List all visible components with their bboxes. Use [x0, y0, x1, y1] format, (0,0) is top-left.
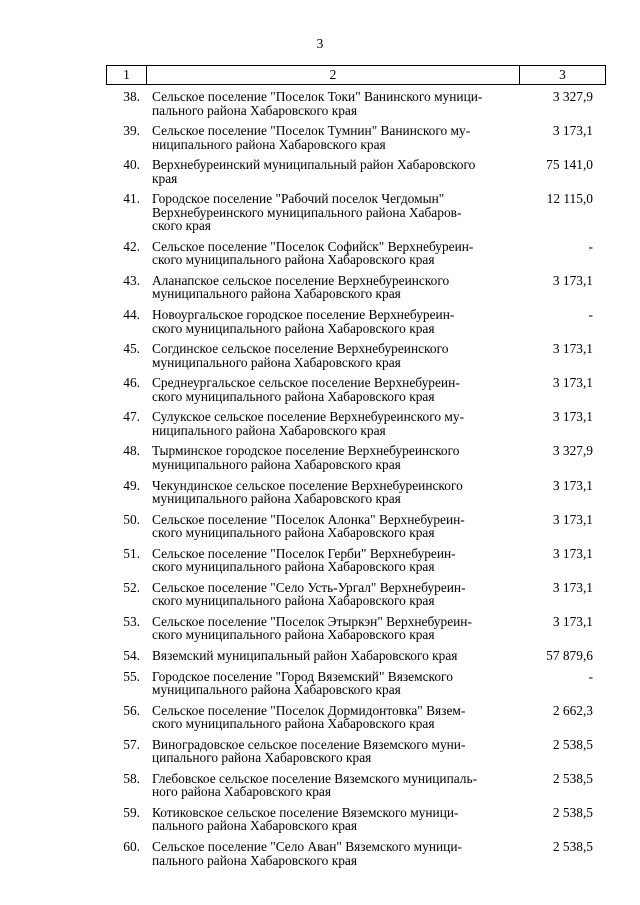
row-name — [152, 513, 512, 540]
row-number: 57. — [123, 736, 140, 752]
row-name-line: ского муниципального района Хабаровского края — [152, 716, 435, 732]
row-name — [152, 90, 512, 117]
row-number: 48. — [123, 443, 140, 459]
page-number: 3 — [316, 36, 324, 51]
row-name — [152, 547, 512, 574]
row-number: 40. — [123, 157, 140, 173]
table-row — [106, 376, 606, 403]
row-number: 38. — [123, 89, 140, 104]
row-number: 43. — [123, 272, 140, 288]
row-name-line: ского муниципального района Хабаровского края — [152, 388, 435, 404]
table-row — [106, 840, 606, 867]
row-name-line: ского муниципального района Хабаровского края — [152, 627, 435, 643]
table-header — [106, 65, 606, 85]
row-number: 47. — [123, 409, 140, 425]
row-name — [152, 192, 512, 233]
table-row — [106, 649, 606, 663]
row-name-line: муниципального района Хабаровского края — [152, 491, 401, 507]
row-name-line: Котиковское сельское поселение Вяземского муници- — [152, 804, 459, 820]
row-name — [152, 410, 512, 437]
row-name-line: Аланапское сельское поселение Верхнебуреинского — [152, 272, 450, 288]
table-row — [106, 124, 606, 151]
row-number: 39. — [123, 123, 140, 139]
row-value: 3 173,1 — [552, 545, 593, 561]
row-name-line: пального района Хабаровского края — [152, 852, 358, 868]
table-row — [106, 806, 606, 833]
table-row — [106, 772, 606, 799]
row-value: 3 327,9 — [552, 89, 593, 104]
table-row — [106, 342, 606, 369]
row-value: 2 538,5 — [552, 804, 593, 820]
row-name-line: ского муниципального района Хабаровского края — [152, 559, 435, 575]
row-name — [152, 158, 512, 185]
row-name-line: ного района Хабаровского края — [152, 784, 331, 800]
row-name-line: края — [152, 170, 178, 186]
row-number: 60. — [123, 839, 140, 855]
row-number: 54. — [123, 648, 140, 663]
row-value: 2 538,5 — [552, 839, 593, 855]
row-name-line: Сельское поселение "Поселок Герби" Верхнебуреин- — [152, 545, 456, 561]
row-name — [152, 772, 512, 799]
row-name-line: ского муниципального района Хабаровского края — [152, 320, 435, 336]
row-name-line: Тырминское городское поселение Верхнебуреинского — [152, 443, 460, 459]
table-row — [106, 670, 606, 697]
row-value: - — [588, 668, 593, 684]
row-name — [152, 649, 512, 663]
row-name-line: Согдинское сельское поселение Верхнебуреинского — [152, 341, 449, 357]
row-name-line: Сельское поселение "Поселок Тумнин" Ванинского му- — [152, 123, 471, 139]
row-name-line: ципального района Хабаровского края — [152, 750, 372, 766]
row-name-line: Среднеургальское сельское поселение Верхнебуреин- — [152, 375, 460, 391]
row-value: 3 173,1 — [552, 341, 593, 357]
row-name — [152, 342, 512, 369]
row-name-line: Вяземский муниципальный район Хабаровского края — [152, 648, 458, 663]
table-row — [106, 704, 606, 731]
row-number: 58. — [123, 770, 140, 786]
row-name-line: ниципального района Хабаровского края — [152, 422, 386, 438]
row-name — [152, 274, 512, 301]
row-value: 3 173,1 — [552, 409, 593, 425]
row-name — [152, 124, 512, 151]
row-name-line: Городское поселение "Рабочий поселок Чегдомын" — [152, 191, 445, 207]
row-name-line: Верхнебуреинский муниципальный район Хабаровского — [152, 157, 476, 173]
row-value: 3 173,1 — [552, 123, 593, 139]
row-value: 3 173,1 — [552, 272, 593, 288]
row-number: 41. — [123, 191, 140, 207]
row-name — [152, 479, 512, 506]
row-name-line: ского муниципального района Хабаровского края — [152, 252, 435, 268]
row-name-line: Сельское поселение "Поселок Софийск" Верхнебуреин- — [152, 238, 474, 254]
table-row — [106, 513, 606, 540]
header-col-2: 2 — [147, 66, 520, 84]
table-row — [106, 581, 606, 608]
table-row — [106, 410, 606, 437]
row-name-line: Верхнебуреинского муниципального района Хабаров- — [152, 204, 462, 220]
row-name-line: Новоургальское городское поселение Верхнебуреин- — [152, 307, 455, 323]
row-value: 2 538,5 — [552, 736, 593, 752]
row-number: 59. — [123, 804, 140, 820]
row-name — [152, 840, 512, 867]
row-name-line: Сельское поселение "Село Усть-Ургал" Верхнебуреин- — [152, 579, 466, 595]
row-name-line: Глебовское сельское поселение Вяземского муниципаль- — [152, 770, 478, 786]
row-name-line: Сельское поселение "Село Аван" Вяземского муници- — [152, 839, 462, 855]
row-value: 3 173,1 — [552, 511, 593, 527]
table-row — [106, 308, 606, 335]
table-row — [106, 547, 606, 574]
row-value: 2 662,3 — [552, 702, 593, 718]
row-number: 45. — [123, 341, 140, 357]
row-value: 3 173,1 — [552, 477, 593, 493]
header-col-3: 3 — [559, 67, 566, 82]
row-name-line: Сулукское сельское поселение Верхнебуреинского му- — [152, 409, 465, 425]
row-name-line: Чекундинское сельское поселение Верхнебуреинского — [152, 477, 463, 493]
row-number: 49. — [123, 477, 140, 493]
table-row — [106, 738, 606, 765]
row-name-line: ского края — [152, 218, 211, 234]
table-row — [106, 274, 606, 301]
row-name-line: ского муниципального района Хабаровского края — [152, 525, 435, 541]
row-name-line: муниципального района Хабаровского края — [152, 286, 401, 302]
row-name — [152, 806, 512, 833]
table-row — [106, 479, 606, 506]
row-name-line: муниципального района Хабаровского края — [152, 354, 401, 370]
row-name — [152, 615, 512, 642]
row-name — [152, 581, 512, 608]
row-name — [152, 376, 512, 403]
row-name — [152, 240, 512, 267]
row-name-line: пального района Хабаровского края — [152, 818, 358, 834]
table-row — [106, 615, 606, 642]
table-body — [106, 90, 606, 874]
row-name-line: ниципального района Хабаровского края — [152, 136, 386, 152]
row-number: 52. — [123, 579, 140, 595]
row-number: 53. — [123, 613, 140, 629]
header-col-1: 1 — [107, 66, 147, 84]
row-number: 51. — [123, 545, 140, 561]
row-name-line: Городское поселение "Город Вяземский" Вяземского — [152, 668, 453, 684]
table-row — [106, 90, 606, 117]
row-value: 3 173,1 — [552, 579, 593, 595]
row-value: 3 173,1 — [552, 375, 593, 391]
row-number: 56. — [123, 702, 140, 718]
row-name-line: пального района Хабаровского края — [152, 102, 358, 118]
row-value: 12 115,0 — [546, 191, 593, 207]
row-name — [152, 308, 512, 335]
row-name-line: Сельское поселение "Поселок Алонка" Верхнебуреин- — [152, 511, 465, 527]
row-number: 55. — [123, 668, 140, 684]
row-name-line: муниципального района Хабаровского края — [152, 456, 401, 472]
row-number: 42. — [123, 238, 140, 254]
row-name-line: муниципального района Хабаровского края — [152, 682, 401, 698]
table-row — [106, 192, 606, 233]
row-name-line: ского муниципального района Хабаровского края — [152, 593, 435, 609]
row-value: 75 141,0 — [546, 157, 593, 173]
row-name-line: Сельское поселение "Поселок Токи" Ванинского муници- — [152, 89, 483, 104]
row-value: - — [588, 307, 593, 323]
row-value: 3 327,9 — [552, 443, 593, 459]
table-row — [106, 444, 606, 471]
row-name — [152, 704, 512, 731]
row-name — [152, 444, 512, 471]
row-name-line: Сельское поселение "Поселок Дормидонтовка" Вязем- — [152, 702, 466, 718]
row-value: 2 538,5 — [552, 770, 593, 786]
row-name — [152, 670, 512, 697]
row-value: - — [588, 238, 593, 254]
table-row — [106, 240, 606, 267]
row-number: 46. — [123, 375, 140, 391]
row-value: 3 173,1 — [552, 613, 593, 629]
row-number: 50. — [123, 511, 140, 527]
row-value: 57 879,6 — [546, 648, 593, 663]
row-name-line: Сельское поселение "Поселок Этыркэн" Верхнебуреин- — [152, 613, 472, 629]
row-number: 44. — [123, 307, 140, 323]
row-name-line: Виноградовское сельское поселение Вяземского муни- — [152, 736, 466, 752]
table-row — [106, 158, 606, 185]
row-name — [152, 738, 512, 765]
